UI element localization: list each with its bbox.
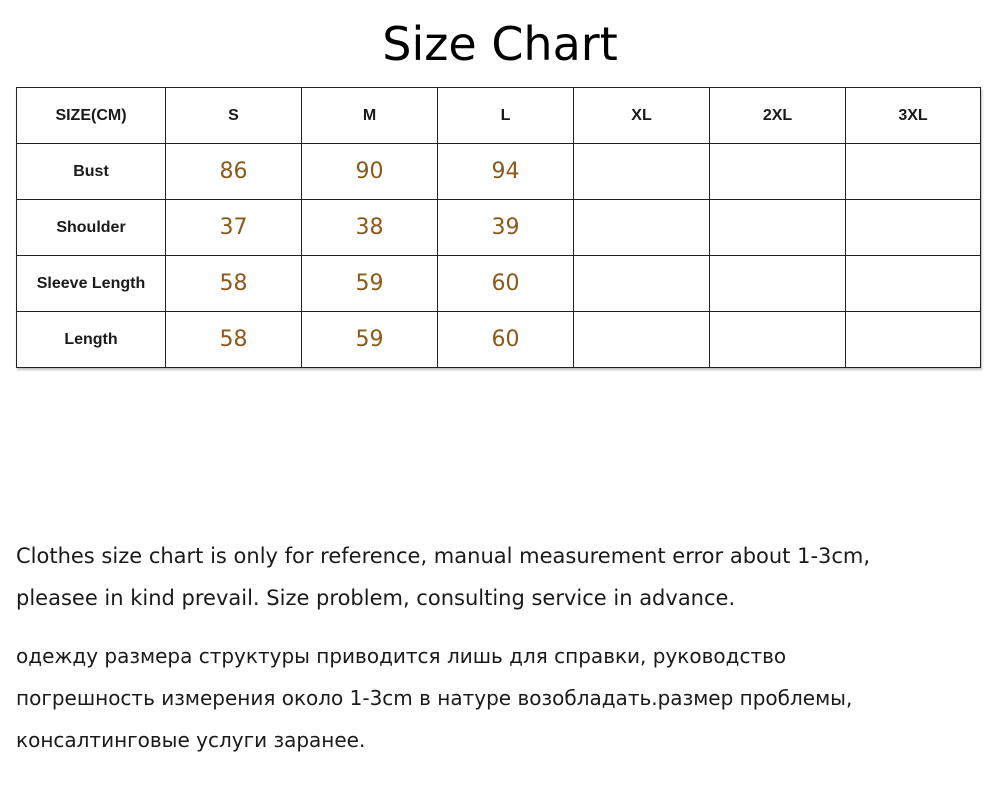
russian-disclaimer-line-1: одежду размера структуры приводится лишь для справки, руководство bbox=[16, 644, 787, 668]
header-size-2xl: 2XL bbox=[710, 88, 846, 144]
bust-3xl-cell bbox=[846, 144, 981, 200]
page-title: Size Chart bbox=[382, 17, 618, 71]
header-size-3xl: 3XL bbox=[846, 88, 981, 144]
sleeve-length-xl-cell bbox=[574, 256, 710, 312]
table-row-bust bbox=[17, 144, 981, 200]
sleeve-length-l-cell: 60 bbox=[438, 256, 574, 312]
length-m-cell: 59 bbox=[302, 312, 438, 368]
row-label-shoulder: Shoulder bbox=[17, 200, 166, 256]
sleeve-length-s-cell: 58 bbox=[166, 256, 302, 312]
shoulder-2xl-cell bbox=[710, 200, 846, 256]
sleeve-length-m-cell: 59 bbox=[302, 256, 438, 312]
russian-disclaimer bbox=[16, 635, 991, 761]
bust-2xl-cell bbox=[710, 144, 846, 200]
header-size-s: S bbox=[166, 88, 302, 144]
bust-s-cell: 86 bbox=[166, 144, 302, 200]
header-size-m: M bbox=[302, 88, 438, 144]
russian-disclaimer-line-3: консалтинговые услуги заранее. bbox=[16, 728, 366, 752]
length-xl-cell bbox=[574, 312, 710, 368]
header-size-l: L bbox=[438, 88, 574, 144]
bust-m-cell: 90 bbox=[302, 144, 438, 200]
length-l-cell: 60 bbox=[438, 312, 574, 368]
english-disclaimer-line-2: pleasee in kind prevail. Size problem, consulting service in advance. bbox=[16, 586, 736, 610]
russian-disclaimer-line-2: погрешность измерения около 1-3cm в натуре возобладать.размер проблемы, bbox=[16, 686, 853, 710]
sleeve-length-3xl-cell bbox=[846, 256, 981, 312]
english-disclaimer-line-1: Clothes size chart is only for reference, manual measurement error about 1-3cm, bbox=[16, 544, 871, 568]
header-size-cm: SIZE(CM) bbox=[17, 88, 166, 144]
row-label-length: Length bbox=[17, 312, 166, 368]
header-size-xl: XL bbox=[574, 88, 710, 144]
table-row-length bbox=[17, 312, 981, 368]
table-header-row bbox=[17, 88, 981, 144]
bust-l-cell: 94 bbox=[438, 144, 574, 200]
row-label-sleeve-length: Sleeve Length bbox=[17, 256, 166, 312]
row-label-bust: Bust bbox=[17, 144, 166, 200]
length-2xl-cell bbox=[710, 312, 846, 368]
size-chart-table bbox=[16, 87, 981, 368]
shoulder-m-cell: 38 bbox=[302, 200, 438, 256]
sleeve-length-2xl-cell bbox=[710, 256, 846, 312]
english-disclaimer bbox=[16, 535, 991, 619]
bust-xl-cell bbox=[574, 144, 710, 200]
shoulder-xl-cell bbox=[574, 200, 710, 256]
table-row-sleeve-length bbox=[17, 256, 981, 312]
shoulder-3xl-cell bbox=[846, 200, 981, 256]
table-row-shoulder bbox=[17, 200, 981, 256]
shoulder-l-cell: 39 bbox=[438, 200, 574, 256]
length-s-cell: 58 bbox=[166, 312, 302, 368]
length-3xl-cell bbox=[846, 312, 981, 368]
shoulder-s-cell: 37 bbox=[166, 200, 302, 256]
